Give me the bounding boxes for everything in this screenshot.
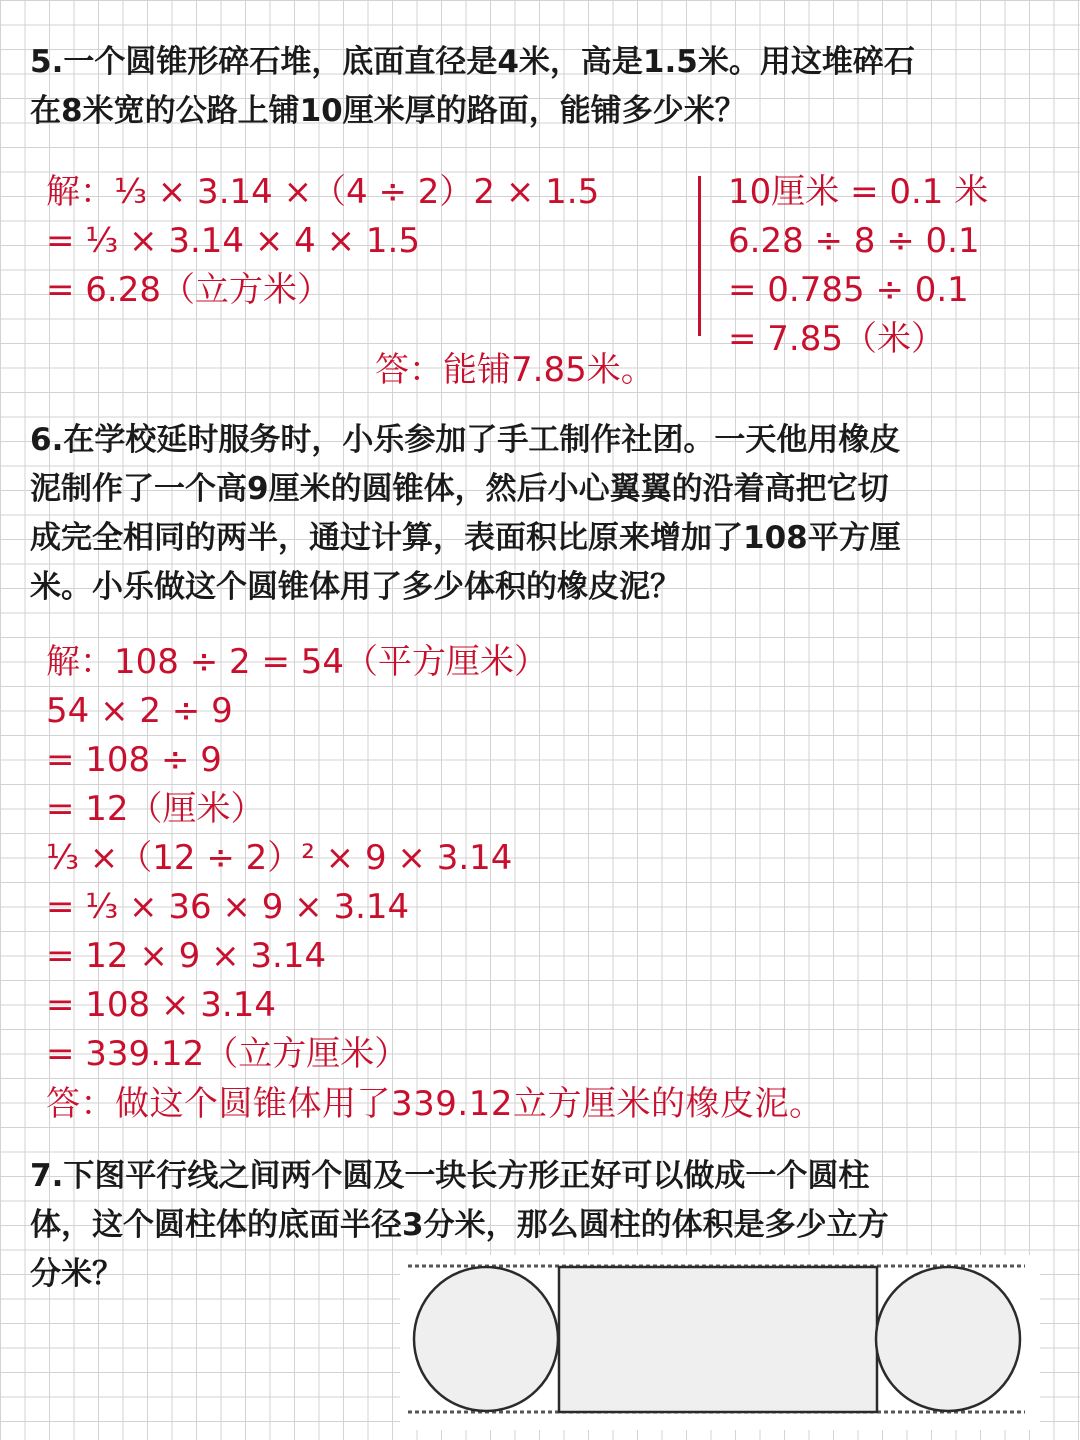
question-6-line-3: 成完全相同的两半，通过计算，表面积比原来增加了108平方厘 [30, 520, 901, 556]
question-5-line-2: 在8米宽的公路上铺10厘米厚的路面，能铺多少米？ [30, 93, 746, 129]
solution-line: ⅓ ×（12 ÷ 2）² × 9 × 3.14 [46, 838, 513, 878]
solution-line: = 0.785 ÷ 0.1 [728, 270, 969, 310]
question-6-line-4: 米。小乐做这个圆锥体用了多少体积的橡皮泥？ [30, 569, 681, 605]
question-7-line-1: 7.下图平行线之间两个圆及一块长方形正好可以做成一个圆柱 [30, 1158, 870, 1194]
solution-line: 解：⅓ × 3.14 ×（4 ÷ 2）2 × 1.5 [46, 172, 600, 212]
middle-rectangle [559, 1267, 877, 1412]
question-6-solution [46, 638, 548, 1079]
question-6-answer: 答：做这个圆锥体用了339.12立方厘米的橡皮泥。 [46, 1084, 824, 1124]
solution-line: 10厘米 = 0.1 米 [728, 172, 989, 212]
solution-line: = ⅓ × 3.14 × 4 × 1.5 [46, 221, 420, 261]
solution-line: = 6.28（立方米） [46, 270, 331, 310]
right-circle [876, 1267, 1020, 1411]
solution-divider [698, 176, 701, 336]
question-7-line-2: 体，这个圆柱体的底面半径3分米，那么圆柱的体积是多少立方 [30, 1207, 889, 1243]
solution-line: = 12（厘米） [46, 789, 265, 829]
question-6-line-1: 6.在学校延时服务时，小乐参加了手工制作社团。一天他用橡皮 [30, 422, 901, 458]
solution-line: = ⅓ × 36 × 9 × 3.14 [46, 887, 410, 927]
solution-line: = 12 × 9 × 3.14 [46, 936, 327, 976]
solution-line: 6.28 ÷ 8 ÷ 0.1 [728, 221, 980, 261]
solution-line: = 108 ÷ 9 [46, 740, 222, 780]
question-5-solution-left [46, 168, 599, 315]
question-5-answer: 答：能铺7.85米。 [375, 350, 655, 390]
question-5 [30, 38, 1055, 136]
solution-line: = 7.85（米） [728, 319, 945, 359]
left-circle [414, 1267, 558, 1411]
cylinder-net-diagram [400, 1255, 1040, 1430]
question-5-line-1: 5.一个圆锥形碎石堆，底面直径是4米，高是1.5米。用这堆碎石 [30, 44, 915, 80]
question-5-solution-right [728, 168, 988, 364]
solution-line: 54 × 2 ÷ 9 [46, 691, 233, 731]
solution-line: = 108 × 3.14 [46, 985, 276, 1025]
question-7-line-3: 分米？ [30, 1256, 123, 1292]
cylinder-net-figure [400, 1255, 1040, 1430]
solution-line: = 339.12（立方厘米） [46, 1034, 409, 1074]
question-6-line-2: 泥制作了一个高9厘米的圆锥体，然后小心翼翼的沿着高把它切 [30, 471, 889, 507]
solution-line: 解：108 ÷ 2 = 54（平方厘米） [46, 642, 548, 682]
question-6 [30, 416, 1055, 612]
